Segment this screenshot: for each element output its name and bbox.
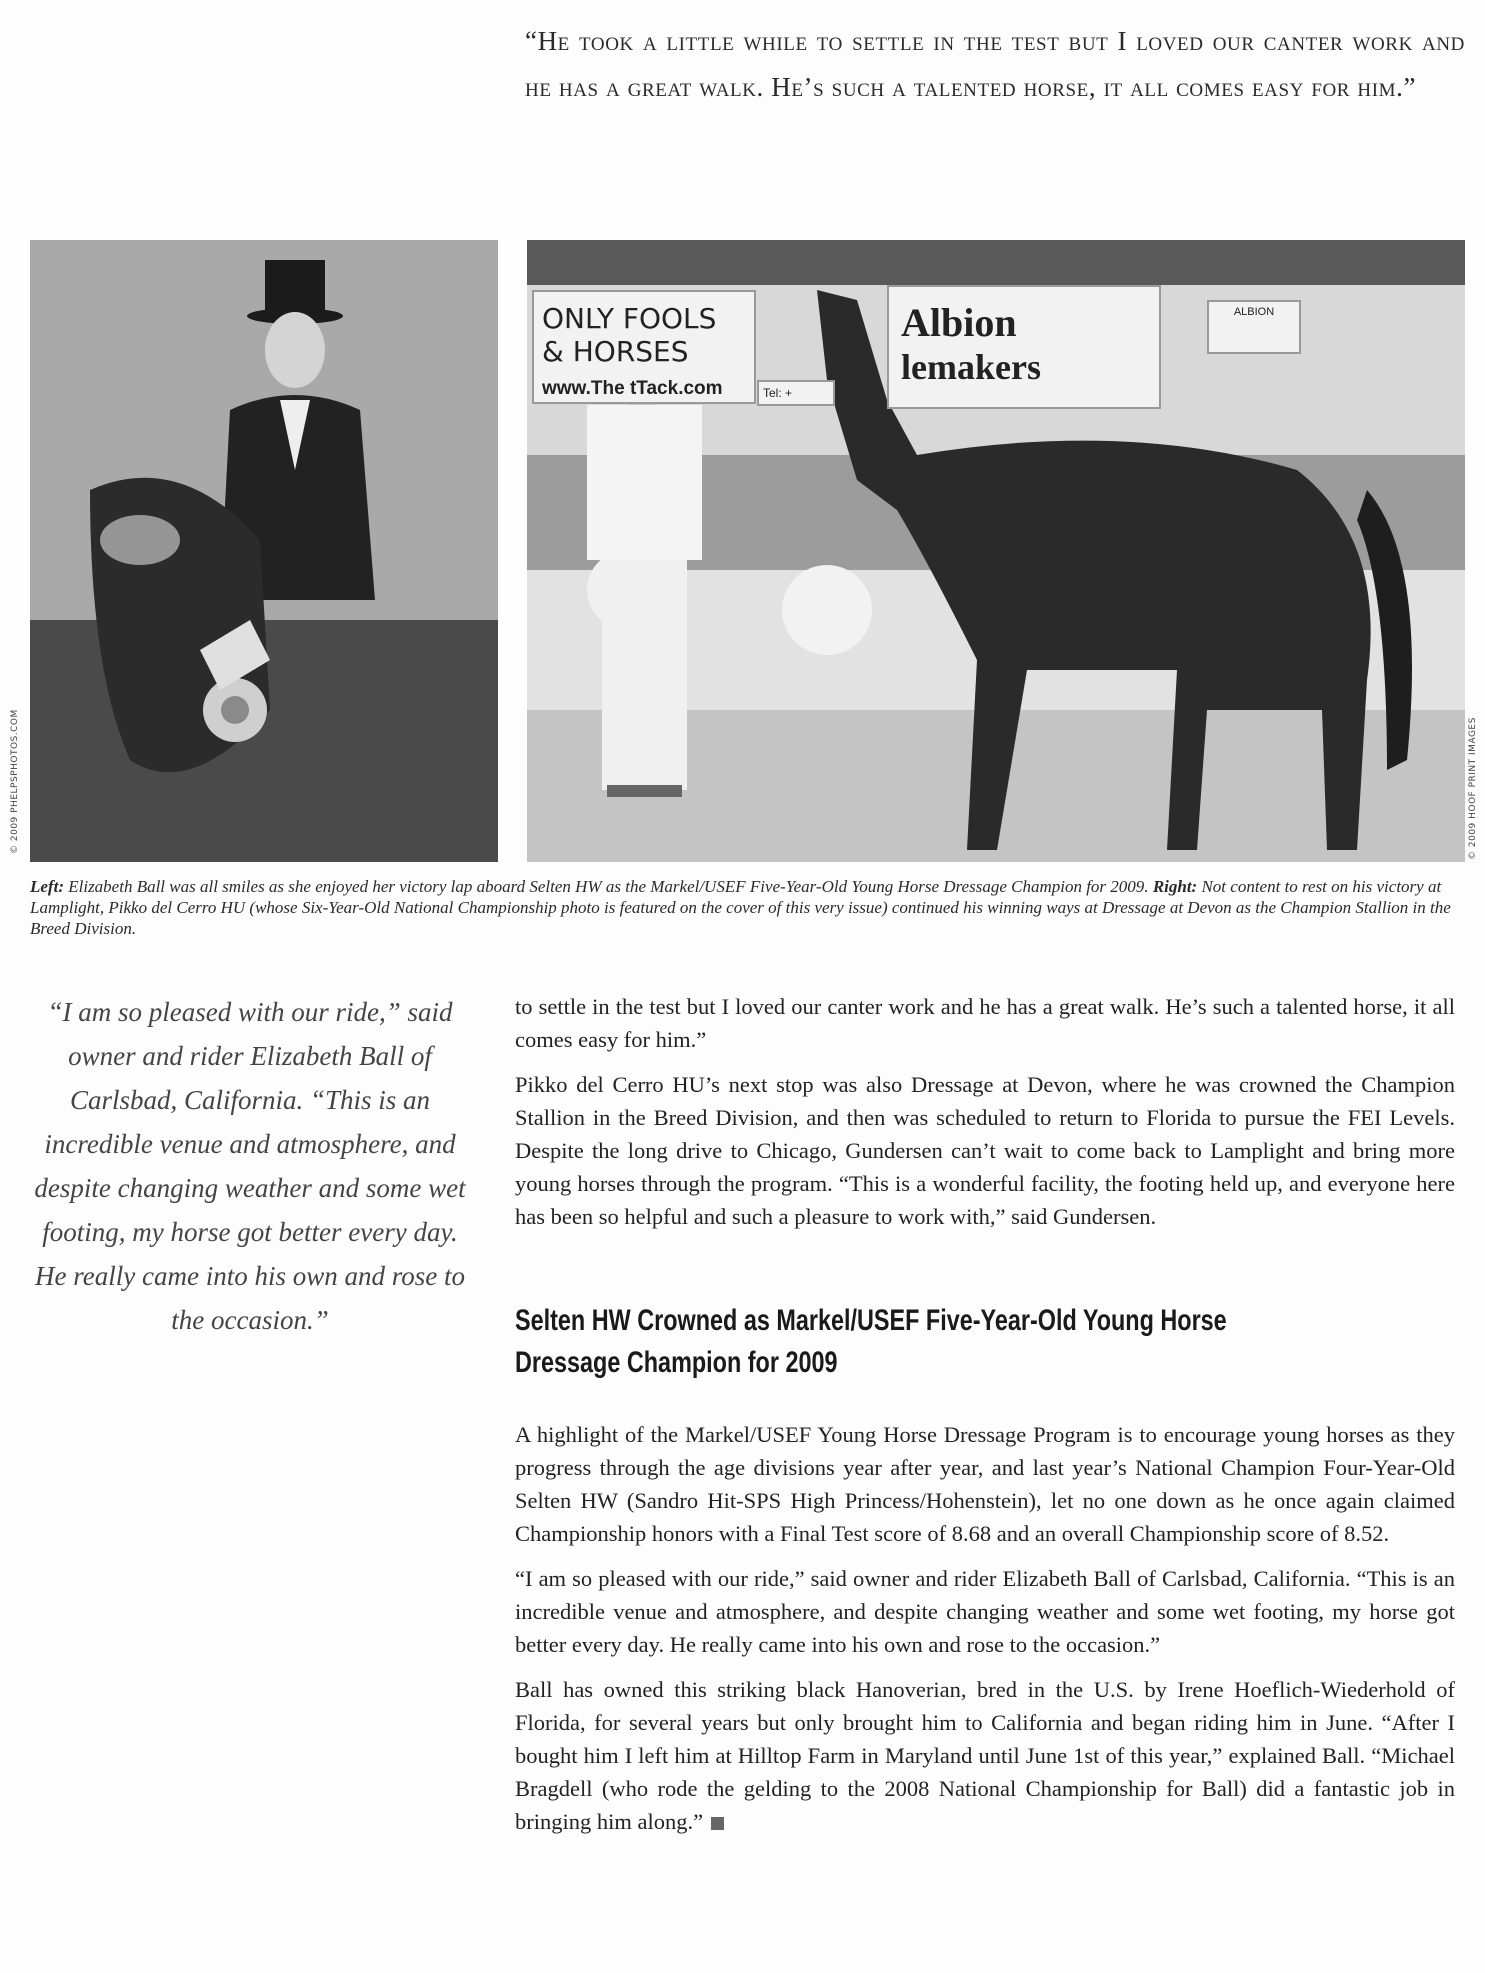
banner-albion-badge-text: ALBION — [1233, 306, 1275, 318]
paragraph: Pikko del Cerro HU’s next stop was also Dressage at Devon, where he was crowned the Champion Stallion in the Breed Division, and then was scheduled to return to Florida to pursue the FEI Levels. Despite the long drive to Chicago, Gundersen can’t wait to come back to Lamplight and bring more young horses through the program. “This is a wonderful facility, the footing held up, and everyone here has been so helpful and such a pleasure to work with,” said Gundersen. — [515, 1072, 1455, 1229]
banner-albion-sub: lemakers — [901, 347, 1041, 387]
banner-only-fools — [532, 290, 756, 404]
caption-right-label: Right: — [1152, 877, 1198, 896]
photo-credit-right: © 2009 HOOF PRINT IMAGES — [1468, 717, 1478, 860]
side-pull-quote: “I am so pleased with our ride,” said owner and rider Elizabeth Ball of Carlsbad, California. “This is an incredible venue and atmosphere, and despite changing weather and some wet footing, my horse got better every day. He really came into his own and rose to the occasion.” — [34, 997, 466, 1335]
caption-right-text: Not content to rest on his victory at Lamplight, Pikko del Cerro HU (whose Six-Year-Old National Championship photo is featured on the cover of this very issue) continued his winning ways at Dressage at Devon as the Champion Stallion in the Breed Division. — [30, 877, 1451, 938]
pull-quote-top: “He took a little while to settle in the test but I loved our canter work and he has a great walk. He’s such a talented horse, it all comes easy for him.” — [525, 26, 1465, 102]
paragraph: to settle in the test but I loved our canter work and he has a great walk. He’s such a talented horse, it all comes easy for him.” — [515, 994, 1455, 1052]
paragraph-last-text: Ball has owned this striking black Hanoverian, bred in the U.S. by Irene Hoeflich-Wiederhold of Florida, for several years but only brought him to California and began riding him in June. “After I bought him I left him at Hilltop Farm in Maryland until June 1st of this year,” explained Ball. “Michael Bragdell (who rode the gelding to the 2008 National Championship for Ball) did a fantastic job in bringing him along.” — [515, 1677, 1455, 1834]
photo-caption — [30, 876, 1465, 939]
section-heading — [515, 1300, 1412, 1384]
paragraph: A highlight of the Markel/USEF Young Horse Dressage Program is to encourage young horses as they progress through the age divisions year after year, and last year’s National Champion Four-Year-Old Selten HW (Sandro Hit-SPS High Princess/Hohenstein), let no one down as he once again claimed Championship honors with a Final Test score of 8.68 and an overall Championship score of 8.52. — [515, 1422, 1455, 1546]
caption-left-text: Elizabeth Ball was all smiles as she enjoyed her victory lap aboard Selten HW as the Markel/USEF Five-Year-Old Young Horse Dressage Champion for 2009. — [68, 877, 1149, 896]
banner-tel-text: Tel: + — [763, 386, 793, 400]
article-body-bottom — [515, 1418, 1455, 1850]
photo-rider-elizabeth-ball — [30, 240, 498, 862]
banner-albion-title: Albion — [901, 300, 1017, 345]
banner-only-fools-text: ONLY FOOLS & HORSES — [542, 302, 717, 368]
rider-illustration — [30, 240, 498, 862]
article-body-top — [515, 990, 1455, 1245]
paragraph: “I am so pleased with our ride,” said owner and rider Elizabeth Ball of Carlsbad, California. “This is an incredible venue and atmosphere, and despite changing weather and some wet footing, my horse got better every day. He really came into his own and rose to the occasion.” — [515, 1566, 1455, 1657]
caption-left-label: Left: — [30, 877, 64, 896]
banner-albion-badge — [1207, 300, 1301, 354]
section-heading-line2: Dressage Champion for 2009 — [515, 1346, 838, 1379]
banner-tel — [757, 380, 835, 406]
end-of-article-icon — [711, 1817, 724, 1830]
banner-albion — [887, 285, 1161, 409]
paragraph-last — [515, 1673, 1455, 1838]
photo-stallion-pikko-del-cerro — [527, 240, 1465, 862]
photo-credit-left: © 2009 PHELPSPHOTOS.COM — [10, 709, 20, 854]
banner-website-text: www.The tTack.com — [542, 378, 723, 399]
section-heading-line1: Selten HW Crowned as Markel/USEF Five-Year-Old Young Horse — [515, 1304, 1227, 1337]
